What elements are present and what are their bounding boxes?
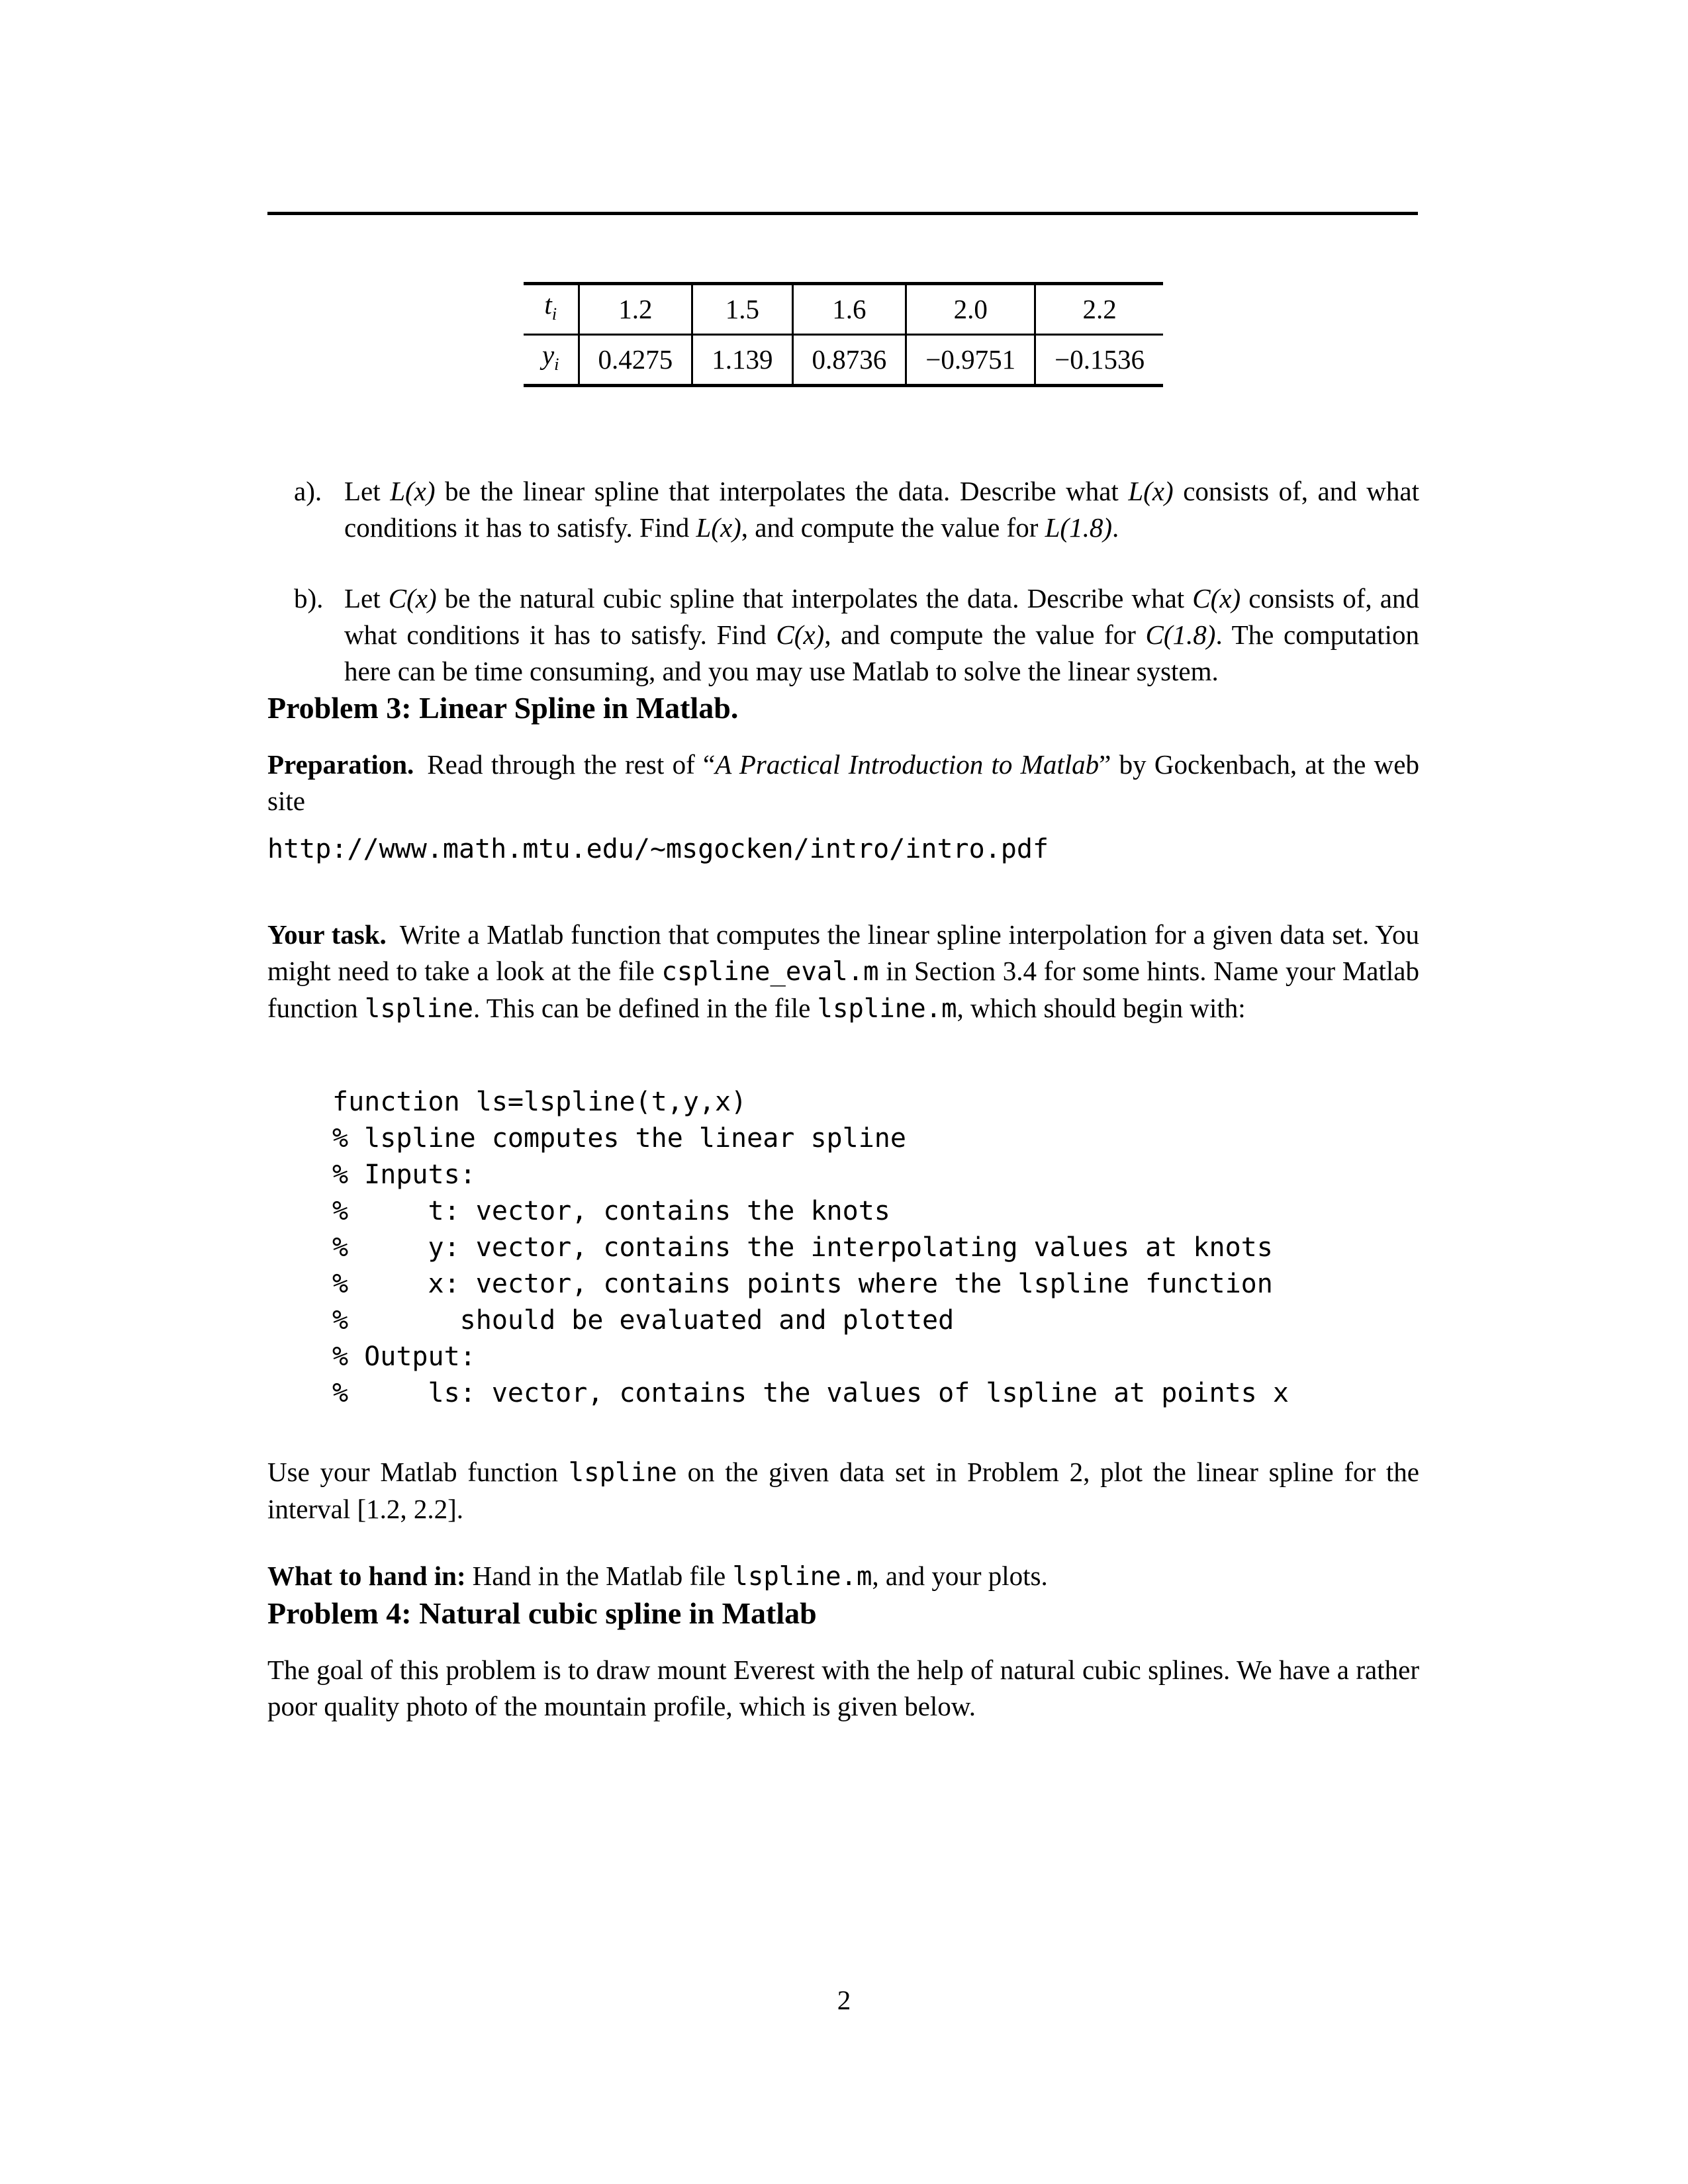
preparation-label: Preparation.: [267, 749, 414, 780]
enum-text-a: Let L(x) be the linear spline that interpolates the data. Describe what L(x) consists of, and what conditions it has to satisfy. Find L(x), and compute the value for L(1.8).: [344, 476, 1419, 543]
enum-item-b: [267, 580, 1419, 690]
table-cell: 2.2: [1035, 284, 1163, 335]
enum-text-b: Let C(x) be the natural cubic spline that interpolates the data. Describe what C(x) consists of, and what conditions it has to satisfy. Find C(x), and compute the value for C(1.8). The computation here can be time consuming, and you may use Matlab to solve the linear system.: [344, 583, 1420, 687]
enum-item-a: [267, 473, 1419, 546]
table-row-y: [524, 335, 1163, 386]
table-cell: 1.139: [692, 335, 792, 386]
math-sub-i: i: [554, 354, 559, 375]
task-text: Write a Matlab function that computes the linear spline interpolation for a given data set. You might need to take a look at the file cspline_eval.m in Section 3.4 for some hints. Name your Matlab function lspline. This can be defined in the file lspline.m, which should begin with:: [267, 919, 1419, 1024]
task-paragraph: [267, 917, 1419, 1027]
row-header-t: [524, 284, 579, 335]
code-line: function ls=lspline(t,y,x): [332, 1087, 747, 1118]
code-line: % x: vector, contains points where the lspline function: [332, 1269, 1273, 1300]
problem4-paragraph: The goal of this problem is to draw mount Everest with the help of natural cubic splines. We have a rather poor quality photo of the mountain profile, which is given below.: [267, 1655, 1419, 1722]
table-cell: −0.9751: [906, 335, 1035, 386]
code-line: % t: vector, contains the knots: [332, 1196, 890, 1227]
table-cell: 2.0: [906, 284, 1035, 335]
row-header-y: [524, 335, 579, 386]
enum-label-b: b).: [294, 583, 324, 614]
preparation-paragraph: [267, 747, 1419, 819]
code-line: % should be evaluated and plotted: [332, 1305, 955, 1336]
table-cell: −0.1536: [1035, 335, 1163, 386]
math-var-y: y: [541, 340, 555, 371]
problem3-heading: Problem 3: Linear Spline in Matlab.: [267, 691, 739, 725]
page-content: [267, 0, 1419, 1725]
math-var-t: t: [544, 289, 552, 320]
usage-paragraph: Use your Matlab function lspline on the given data set in Problem 2, plot the linear spline for the interval [1.2, 2.2].: [267, 1457, 1419, 1525]
data-table-container: [267, 282, 1419, 387]
table-cell: 1.2: [579, 284, 692, 335]
math-sub-i: i: [551, 304, 557, 324]
table-cell: 0.4275: [579, 335, 692, 386]
task-label: Your task.: [267, 919, 387, 950]
url-text: http://www.math.mtu.edu/~msgocken/intro/intro.pdf: [267, 834, 1049, 865]
code-line: % Output:: [332, 1342, 476, 1373]
handin-text: Hand in the Matlab file lspline.m, and your plots.: [472, 1561, 1048, 1592]
handin-label: What to hand in:: [267, 1561, 466, 1592]
enum-label-a: a).: [294, 476, 322, 507]
data-table: [524, 282, 1163, 387]
page-number: 2: [837, 1985, 851, 2015]
code-line: % lspline computes the linear spline: [332, 1123, 906, 1154]
handin-paragraph: [267, 1558, 1419, 1595]
code-block: [267, 1084, 1419, 1412]
table-cell: 1.6: [792, 284, 906, 335]
code-line: % y: vector, contains the interpolating values at knots: [332, 1232, 1273, 1263]
code-line: % ls: vector, contains the values of lspline at points x: [332, 1378, 1289, 1409]
code-line: % Inputs:: [332, 1160, 476, 1191]
preparation-text: Read through the rest of “A Practical Introduction to Matlab” by Gockenbach, at the web site: [267, 749, 1419, 817]
problem4-heading: Problem 4: Natural cubic spline in Matlab: [267, 1596, 817, 1631]
table-row-t: [524, 284, 1163, 335]
table-cell: 1.5: [692, 284, 792, 335]
table-cell: 0.8736: [792, 335, 906, 386]
